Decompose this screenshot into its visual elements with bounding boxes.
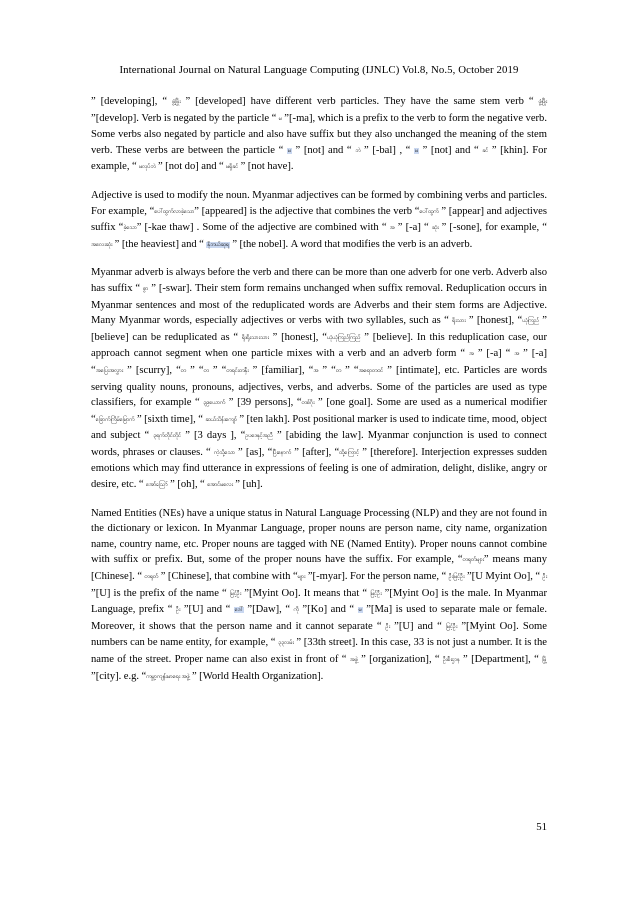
text-run: ” “ bbox=[186, 364, 204, 376]
text-run: ” [believe] can be reduplicated as “ bbox=[91, 315, 547, 343]
text-run: ” “ bbox=[318, 364, 336, 376]
myanmar-term: တ bbox=[335, 367, 342, 374]
myanmar-term: အရောတဝင် bbox=[358, 367, 384, 374]
text-run: ”[U Myint Oo], “ bbox=[464, 571, 543, 583]
myanmar-term: အဖွဲ့ bbox=[349, 657, 358, 663]
text-run: ” [33th street]. In this case, 33 is not just a number. It is the name of the street. Proper name can also exist in front of “ bbox=[91, 637, 547, 665]
myanmar-term: ဦး bbox=[175, 607, 181, 614]
text-run: ” [the nobel]. A word that modifies the verb is an adverb. bbox=[229, 238, 473, 250]
myanmar-term: အ bbox=[468, 351, 474, 358]
text-run: ” [scurry], “ bbox=[123, 364, 181, 376]
text-run: ” [sixth time], “ bbox=[134, 413, 206, 425]
text-run: ” [therefore]. Interjection expresses sudden emotions which may find utterance in expressions of feeling is one of admiration, delight, dislike, angry or desire, etc. “ bbox=[91, 446, 547, 491]
text-run: ”[Ko] and “ bbox=[298, 604, 358, 616]
myanmar-term: တရင်းတနှီး bbox=[226, 367, 249, 374]
text-run: ” [World Health Organization]. bbox=[189, 670, 324, 682]
myanmar-term: တ bbox=[203, 367, 209, 374]
text-run: ” [intimate], etc. Particles are words serving quality nouns, pronouns, adjectives, verbs, and adverbs. Some of the particles are used as type classifiers, for example “ bbox=[91, 364, 547, 409]
myanmar-term: ရိုးရိုးသားသား bbox=[241, 334, 269, 341]
text-run: ” “ bbox=[208, 364, 227, 376]
myanmar-term: ပေါ်ထွက် bbox=[419, 208, 439, 215]
myanmar-term: ခြောက်ကြိမ်မြောက် bbox=[95, 416, 135, 423]
text-run: ” [honest], “ bbox=[268, 331, 327, 343]
myanmar-term: ပြီးနောက် bbox=[272, 449, 292, 456]
myanmar-term: ပေါ်ထွက်လာခဲ့သော bbox=[154, 208, 195, 215]
text-run: ” [the heaviest] and “ bbox=[112, 238, 207, 250]
myanmar-term: ခဲ့သော bbox=[123, 225, 137, 232]
text-run: ”[Ma] is used to separate male or female. Moreover, it shows that the person name and it cannot separate “ bbox=[91, 604, 547, 632]
text-run: ” [developed] have different verb particles. They have the same stem verb “ bbox=[180, 96, 539, 107]
text-run: ”[-myar]. For the person name, “ bbox=[305, 571, 449, 583]
myanmar-term: မ bbox=[278, 115, 282, 122]
text-run: ” [Chinese], that combine with “ bbox=[158, 571, 298, 583]
myanmar-term: ကမ္ဘာ့ကျန်းမာရေး အဖွဲ့ bbox=[146, 673, 190, 680]
myanmar-term: ဘဲ bbox=[355, 147, 361, 154]
text-run: ” [-kae thaw] . Some of the adjective are combined with “ bbox=[136, 222, 390, 234]
text-run: ” [appeared] is the adjective that combines the verb “ bbox=[194, 205, 420, 217]
text-run: ” [appear] and adjectives suffix “ bbox=[91, 205, 547, 234]
text-run: ” [after], “ bbox=[291, 446, 340, 458]
text-run: ” [khin]. For example, “ bbox=[91, 144, 547, 173]
text-run: ” [honest], “ bbox=[465, 315, 523, 327]
text-run: ”[U] is the prefix of the name “ bbox=[91, 587, 230, 599]
text-run: ”[city]. e.g. “ bbox=[91, 670, 147, 682]
myanmar-term: ဦး bbox=[542, 574, 547, 581]
text-run: ” [-a] “ bbox=[91, 348, 548, 376]
text-run: ” [-sone], for example, “ bbox=[438, 222, 547, 234]
text-run: ”[-ma], which is a prefix to the verb to form the negative verb. Some verbs also negated by particle and also have suffix but they also unchanged the meaning of the stem verb. These verbs are between the particle “ bbox=[91, 112, 547, 156]
myanmar-term: အလေးဆုံး bbox=[91, 241, 113, 248]
text-run: ” [one goal]. Some are used as a numerical modifier “ bbox=[91, 397, 547, 425]
text-run: ” [-a] “ bbox=[473, 348, 515, 360]
myanmar-term: ဖွံ့ဖြိုး bbox=[172, 99, 181, 105]
text-run: ” [organization], “ bbox=[357, 654, 443, 665]
myanmar-term: များ bbox=[297, 574, 306, 581]
running-header: International Journal on Natural Language Computing (IJNLC) Vol.8, No.5, October 2019 bbox=[119, 64, 519, 76]
myanmar-term: အ bbox=[313, 367, 319, 374]
text-run: ” [as], “ bbox=[234, 446, 273, 458]
myanmar-term: ဆယ်သိန်းကျော် bbox=[205, 416, 237, 423]
myanmar-term: မ bbox=[358, 607, 362, 614]
paragraph-verb-particles bbox=[91, 94, 547, 176]
myanmar-term: အော်ဪ bbox=[146, 482, 168, 489]
myanmar-term: တရုတ် bbox=[144, 574, 159, 581]
text-run: ”[Myint Oo]. It means that “ bbox=[241, 587, 371, 599]
text-run: ” [not have]. bbox=[238, 161, 294, 173]
myanmar-term: မရှိခင် bbox=[226, 164, 239, 171]
text-run: ”[U] and “ bbox=[180, 604, 234, 616]
myanmar-term: ရိုးသား bbox=[452, 318, 466, 325]
paragraph-named-entities bbox=[91, 506, 547, 686]
text-run: ” [-swar]. Their stem form remains unchanged when suffix removal. Reduplication occurs in Myanmar sentences and most of the reduplicated words are Adverbs and their stem forms are Adjective. Many Myanmar words, especially adjectives or verbs with two syllables, such as “ bbox=[91, 282, 547, 327]
myanmar-term: ဥပဒေနှင့်အညီ bbox=[245, 433, 273, 440]
myanmar-term: မြင့်ဦး bbox=[229, 590, 242, 597]
text-run: ”[Myint Oo] is the male. In Myanmar Language, prefix “ bbox=[91, 587, 547, 616]
myanmar-term: မြင့်ဦး bbox=[445, 623, 458, 630]
text-run: ” [familiar], “ bbox=[248, 364, 314, 376]
myanmar-term: ကို bbox=[293, 607, 299, 614]
myanmar-term: ယုံယုံကြည်ကြည် bbox=[326, 334, 361, 341]
myanmar-term: ယုံကြည် bbox=[522, 318, 539, 325]
myanmar-term: ၃ရက်တိုင်တိုင် bbox=[153, 433, 182, 440]
paragraph-adjectives bbox=[91, 188, 547, 253]
text-run: ” [3 days ], “ bbox=[181, 430, 246, 442]
myanmar-term: အောင်မလေး bbox=[207, 482, 233, 489]
text-run: ” [Department], “ bbox=[459, 654, 543, 665]
myanmar-term: မ bbox=[287, 147, 291, 154]
myanmar-term: တရုတ်များ bbox=[462, 557, 484, 564]
text-run: ” [developing], “ bbox=[91, 96, 173, 107]
text-run: ”[Daw], “ bbox=[243, 604, 294, 616]
myanmar-term: ၃၃လမ်း bbox=[278, 640, 294, 647]
paragraph-adverbs bbox=[91, 265, 547, 493]
text-run: ” [39 persons], “ bbox=[225, 397, 302, 409]
myanmar-term: အ bbox=[389, 225, 395, 232]
myanmar-term: ဦးစီးဌာန bbox=[442, 657, 460, 663]
myanmar-term: တ bbox=[180, 367, 187, 374]
text-run: ” means many [Chinese]. “ bbox=[91, 554, 547, 583]
myanmar-term: နိုဘယ်ဆုရ bbox=[207, 241, 229, 248]
myanmar-term: မြင့်ဦး bbox=[370, 590, 382, 597]
text-run: Named Entities (NEs) have a unique status in Natural Language Processing (NLP) and they are not found in the dictionary or lexicon. In Myanmar Language, proper nouns are person name, city name, organization name, country name, etc. Proper nouns are tagged with NE (Named Entity). Proper nouns cannot combine with suffix or prefix. But, some of the proper nouns have the suffix. For example, “ bbox=[91, 507, 547, 566]
myanmar-term: မ bbox=[414, 147, 419, 154]
text-run: ” [not] and “ bbox=[291, 144, 356, 156]
myanmar-term: မြို့ bbox=[542, 657, 547, 663]
text-run: ” [oh], “ bbox=[167, 479, 208, 491]
myanmar-term: တစ်ဂိုး bbox=[301, 400, 315, 407]
text-run: Adjective is used to modify the noun. Myanmar adjectives can be formed by combining verbs and particles. For example, “ bbox=[91, 189, 547, 217]
text-run: ”[develop]. Verb is negated by the particle “ bbox=[91, 112, 279, 124]
myanmar-term: မလုပ်ဘဲ bbox=[139, 164, 156, 171]
myanmar-term: ဦး bbox=[385, 623, 391, 630]
myanmar-term: အပြေးအလွှား bbox=[95, 367, 124, 374]
text-run: ” [not do] and “ bbox=[155, 161, 227, 173]
myanmar-term: ခင် bbox=[482, 147, 489, 154]
text-run: ” [abiding the law]. Myanmar conjunction is used to connect words, phrases or clauses. “ bbox=[91, 430, 547, 458]
myanmar-term: ဒေါ် bbox=[234, 607, 243, 614]
myanmar-term: ၃၉ယောက် bbox=[203, 400, 226, 407]
text-run: ” [not] and “ bbox=[419, 144, 483, 156]
text-run: ” “ bbox=[341, 364, 359, 376]
text-run: Myanmar adverb is always before the verb and there can be more than one adverb for one verb. Adverb also has suffix “ bbox=[91, 267, 547, 294]
text-run: ” [-bal] , “ bbox=[360, 144, 414, 156]
myanmar-term: စွာ bbox=[143, 285, 149, 292]
myanmar-term: ဆုံး bbox=[431, 225, 439, 232]
text-run: ” [ten lakh]. Post positional marker is used to indicate time, mood, object and subject “ bbox=[91, 413, 547, 442]
text-run: ”[U] and “ bbox=[390, 620, 446, 632]
text-run: ” [believe]. In this reduplication case, our approach cannot segment when one particle mixes with a verb and an adverb form “ bbox=[91, 331, 547, 360]
text-run: ” [uh]. bbox=[232, 479, 263, 491]
page-number: 51 bbox=[536, 821, 547, 833]
body-text bbox=[91, 94, 547, 697]
myanmar-term: ထို့ကြောင့် bbox=[339, 449, 360, 456]
myanmar-term: ဖွံ့ဖြိုး bbox=[538, 99, 548, 105]
myanmar-term: အ bbox=[514, 351, 520, 358]
myanmar-term: ကဲ့သို့သော bbox=[213, 449, 235, 456]
text-run: ”[Myint Oo]. Some numbers can be name entity, for example, “ bbox=[91, 620, 547, 649]
text-run: ” [-a] “ bbox=[394, 222, 432, 234]
myanmar-term: ဦးမြင့်ဦး bbox=[448, 574, 465, 581]
